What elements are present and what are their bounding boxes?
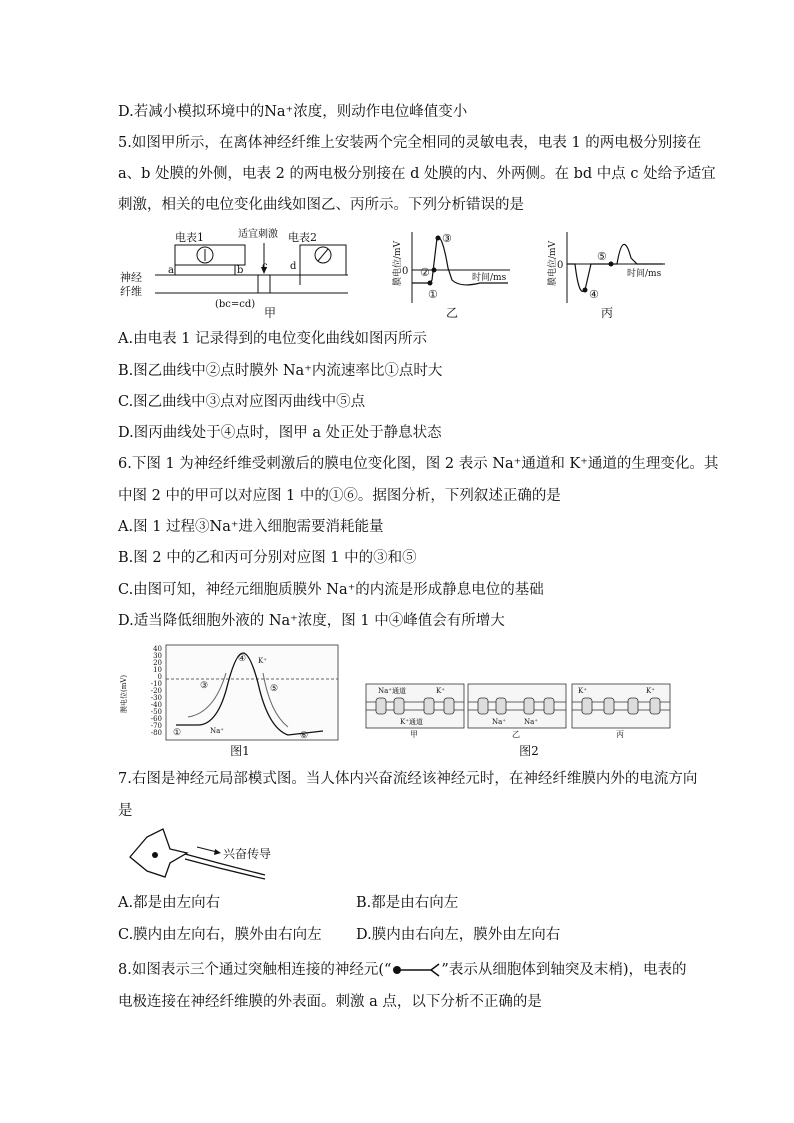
q5-figure-jia <box>120 225 355 320</box>
svg-text:40: 40 <box>153 645 162 653</box>
fig2-caption: 图2 <box>519 744 539 758</box>
fig2-k-right: K⁺ <box>646 687 655 695</box>
q5-option-b: B.图乙曲线中②点时膜外 Na⁺内流速率比①点时大 <box>118 363 443 379</box>
fig2-na-bottom-1: Na⁺ <box>492 718 506 726</box>
fig2-k-top: K⁺ <box>436 687 445 695</box>
yi-p1: ① <box>428 288 438 301</box>
svg-text:-40: -40 <box>150 701 162 709</box>
fig1-label-4: ④ <box>238 654 247 664</box>
yi-ylabel: 膜电位/mV <box>393 240 403 286</box>
q6-option-d: D.适当降低细胞外液的 Na⁺浓度，图 1 中④峰值会有所增大 <box>118 613 505 629</box>
svg-text:-60: -60 <box>150 715 162 723</box>
q6-option-b: B.图 2 中的乙和丙可分别对应图 1 中的③和⑤ <box>118 550 417 566</box>
q7-neuron-figure <box>125 825 285 883</box>
q7-excitation-label: 兴奋传导 <box>223 847 272 861</box>
svg-text:30: 30 <box>153 652 162 660</box>
q5-figure-bing <box>545 228 670 308</box>
svg-text:20: 20 <box>153 659 162 667</box>
q5-option-c: C.图乙曲线中③点对应图丙曲线中⑤点 <box>118 394 366 410</box>
fig2-yi: 乙 <box>512 730 520 738</box>
q6-option-c: C.由图可知，神经元细胞质膜外 Na⁺的内流是形成静息电位的基础 <box>118 582 544 598</box>
q6-stem-line-1: 6.下图 1 为神经纤维受刺激后的膜电位变化图，图 2 表示 Na⁺通道和 K⁺通道的生理变化。其 <box>118 456 719 472</box>
fig2-bing: 丙 <box>616 730 624 738</box>
q8-stem-line-1 <box>118 960 686 980</box>
q8-stem-part-a: 8.如图表示三个通过突触相连接的神经元(“ <box>118 962 392 978</box>
svg-text:-20: -20 <box>150 687 162 695</box>
fig2-jia: 甲 <box>410 730 418 738</box>
q7-stem-line-1: 7.右图是神经元局部模式图。当人体内兴奋流经该神经元时，在神经纤维膜内外的电流方向 <box>118 771 698 787</box>
q7-stem-line-2: 是 <box>118 803 133 819</box>
q5-figure-yi <box>390 228 515 308</box>
svg-text:神经: 神经 <box>120 271 142 284</box>
svg-text:-70: -70 <box>150 722 162 730</box>
q5-stem-line-1: 5.如图甲所示，在离体神经纤维上安装两个完全相同的灵敏电表，电表 1 的两电极分别接在 <box>118 135 702 151</box>
fig1-y-ticks <box>151 645 162 737</box>
svg-text:-50: -50 <box>150 708 162 716</box>
fig1-label-5: ⑤ <box>270 684 279 694</box>
q8-neuron-symbol-icon <box>391 963 441 977</box>
q7-option-c: C.膜内由左向右，膜外由右向左 <box>118 927 322 943</box>
bing-p5: ⑤ <box>597 250 607 263</box>
q5-option-a: A.由电表 1 记录得到的电位变化曲线如图丙所示 <box>118 331 428 347</box>
q6-stem-line-2: 中图 2 中的甲可以对应图 1 中的①⑥。据图分析，下列叙述正确的是 <box>118 488 561 504</box>
q6-option-a: A.图 1 过程③Na⁺进入细胞需要消耗能量 <box>118 519 384 535</box>
svg-text:10: 10 <box>153 666 162 674</box>
yi-p2: ② <box>420 266 430 279</box>
svg-text:纤维: 纤维 <box>120 285 142 298</box>
point-a: a <box>168 265 174 276</box>
yi-p3: ③ <box>442 232 452 245</box>
fig2-k-left: K⁺ <box>578 687 587 695</box>
q7-option-d: D.膜内由右向左，膜外由左向右 <box>356 927 561 943</box>
svg-text:-80: -80 <box>150 729 162 737</box>
point-c: c <box>262 261 268 272</box>
bing-xlabel: 时间/ms <box>627 269 662 279</box>
q6-figure-2 <box>364 680 674 738</box>
fig1-label-3: ③ <box>200 681 209 691</box>
stim-label: 适宜刺激 <box>238 229 278 240</box>
meter2-label: 电表2 <box>288 231 317 244</box>
fig-bing-caption: 丙 <box>600 306 613 320</box>
fig1-k: K⁺ <box>258 657 267 665</box>
fig-jia-caption: 甲 <box>263 306 276 320</box>
fig2-na-bottom-2: Na⁺ <box>524 718 538 726</box>
q4-option-d: D.若减小模拟环境中的Na⁺浓度，则动作电位峰值变小 <box>118 104 468 120</box>
fig2-k-channel: K⁺通道 <box>400 718 423 726</box>
fig1-na: Na⁺ <box>210 727 224 735</box>
q5-option-d: D.图丙曲线处于④点时，图甲 a 处正处于静息状态 <box>118 425 442 441</box>
fig2-na-channel: Na⁺通道 <box>378 687 406 695</box>
q7-option-a: A.都是由左向右 <box>118 895 221 911</box>
q8-stem-line-2: 电极连接在神经纤维膜的外表面。刺激 a 点，以下分析不正确的是 <box>118 994 542 1010</box>
q7-option-b: B.都是由右向左 <box>356 895 459 911</box>
svg-text:-30: -30 <box>150 694 162 702</box>
svg-text:-10: -10 <box>150 680 162 688</box>
q5-stem-line-3: 刺激，相关的电位变化曲线如图乙、丙所示。下列分析错误的是 <box>118 197 524 213</box>
fig1-label-6: ⑥ <box>300 731 309 741</box>
q8-stem-part-b: ”表示从细胞体到轴突及末梢)，电表的 <box>441 962 687 978</box>
fig1-label-1: ① <box>173 728 182 738</box>
bing-ylabel: 膜电位/mV <box>548 240 558 286</box>
fig-yi-caption: 乙 <box>445 306 458 320</box>
meter1-label: 电表1 <box>175 231 204 244</box>
bing-p4: ④ <box>589 288 599 301</box>
fig1-caption: 图1 <box>230 744 250 758</box>
q5-stem-line-2: a、b 处膜的外侧，电表 2 的两电极分别接在 d 处膜的内、外两侧。在 bd 中点 c 处给予适宜 <box>118 166 716 182</box>
yi-xlabel: 时间/ms <box>472 273 507 283</box>
bing-zero: 0 <box>557 260 564 271</box>
yi-zero: 0 <box>402 266 409 277</box>
bc-eq-cd: (bc=cd) <box>215 299 256 310</box>
point-d: d <box>290 261 297 272</box>
point-b: b <box>237 265 244 276</box>
fig1-ylabel: 膜电位(mV) <box>120 674 128 713</box>
svg-text:0: 0 <box>157 673 162 681</box>
q6-figure-1 <box>118 643 340 743</box>
